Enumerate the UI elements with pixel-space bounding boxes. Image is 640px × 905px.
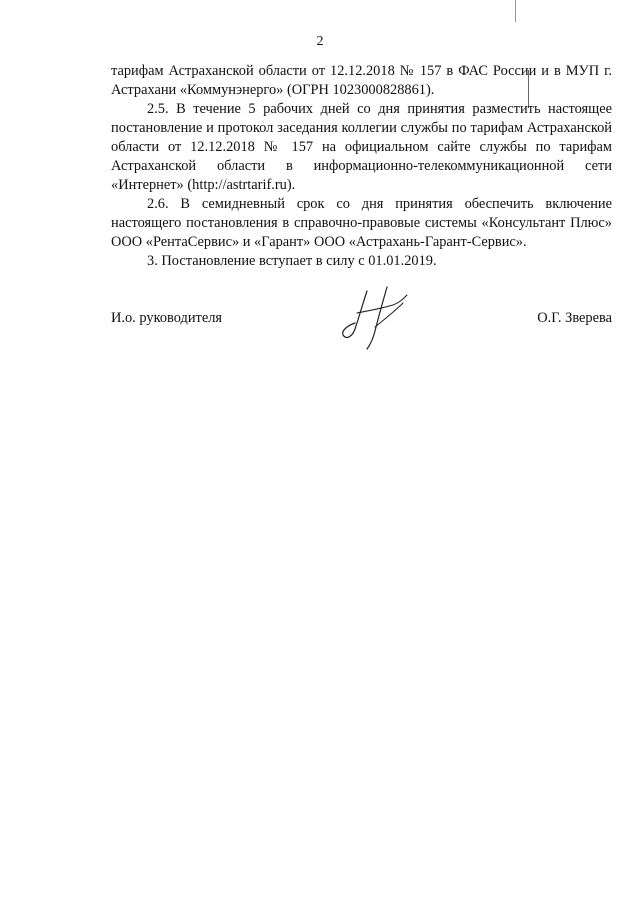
scan-artifact-line <box>515 0 516 22</box>
signatory-title: И.о. руководителя <box>111 310 223 326</box>
paragraph-2-6: 2.6. В семидневный срок со дня принятия обеспечить включение настоящего постановления в справочно-правовые системы «Консультант Плюс» ООО «РентаСервис» и «Гарант» ООО «Астрахань-Гарант-Сервис». <box>111 196 612 250</box>
paragraph-2-5: 2.5. В течение 5 рабочих дней со дня принятия разместить настоящее постановление и протокол заседания коллегии службы по тарифам Астраханской области от 12.12.2018 № 157 на официальном сайте службы по тарифам Астраханской области в информационно-телекоммуникационной сети «Интернет» (http://astrtarif.ru). <box>111 101 612 193</box>
page-number: 2 <box>316 34 324 49</box>
signatory-name: О.Г. Зверева <box>537 310 612 326</box>
document-body <box>111 62 612 271</box>
paragraph-continuation: тарифам Астраханской области от 12.12.2018 № 157 в ФАС России и в МУП г. Астрахани «Коммунэнерго» (ОГРН 1023000828861). <box>111 63 612 98</box>
handwritten-signature <box>337 283 417 353</box>
paragraph-3: 3. Постановление вступает в силу с 01.01.2019. <box>147 253 437 269</box>
